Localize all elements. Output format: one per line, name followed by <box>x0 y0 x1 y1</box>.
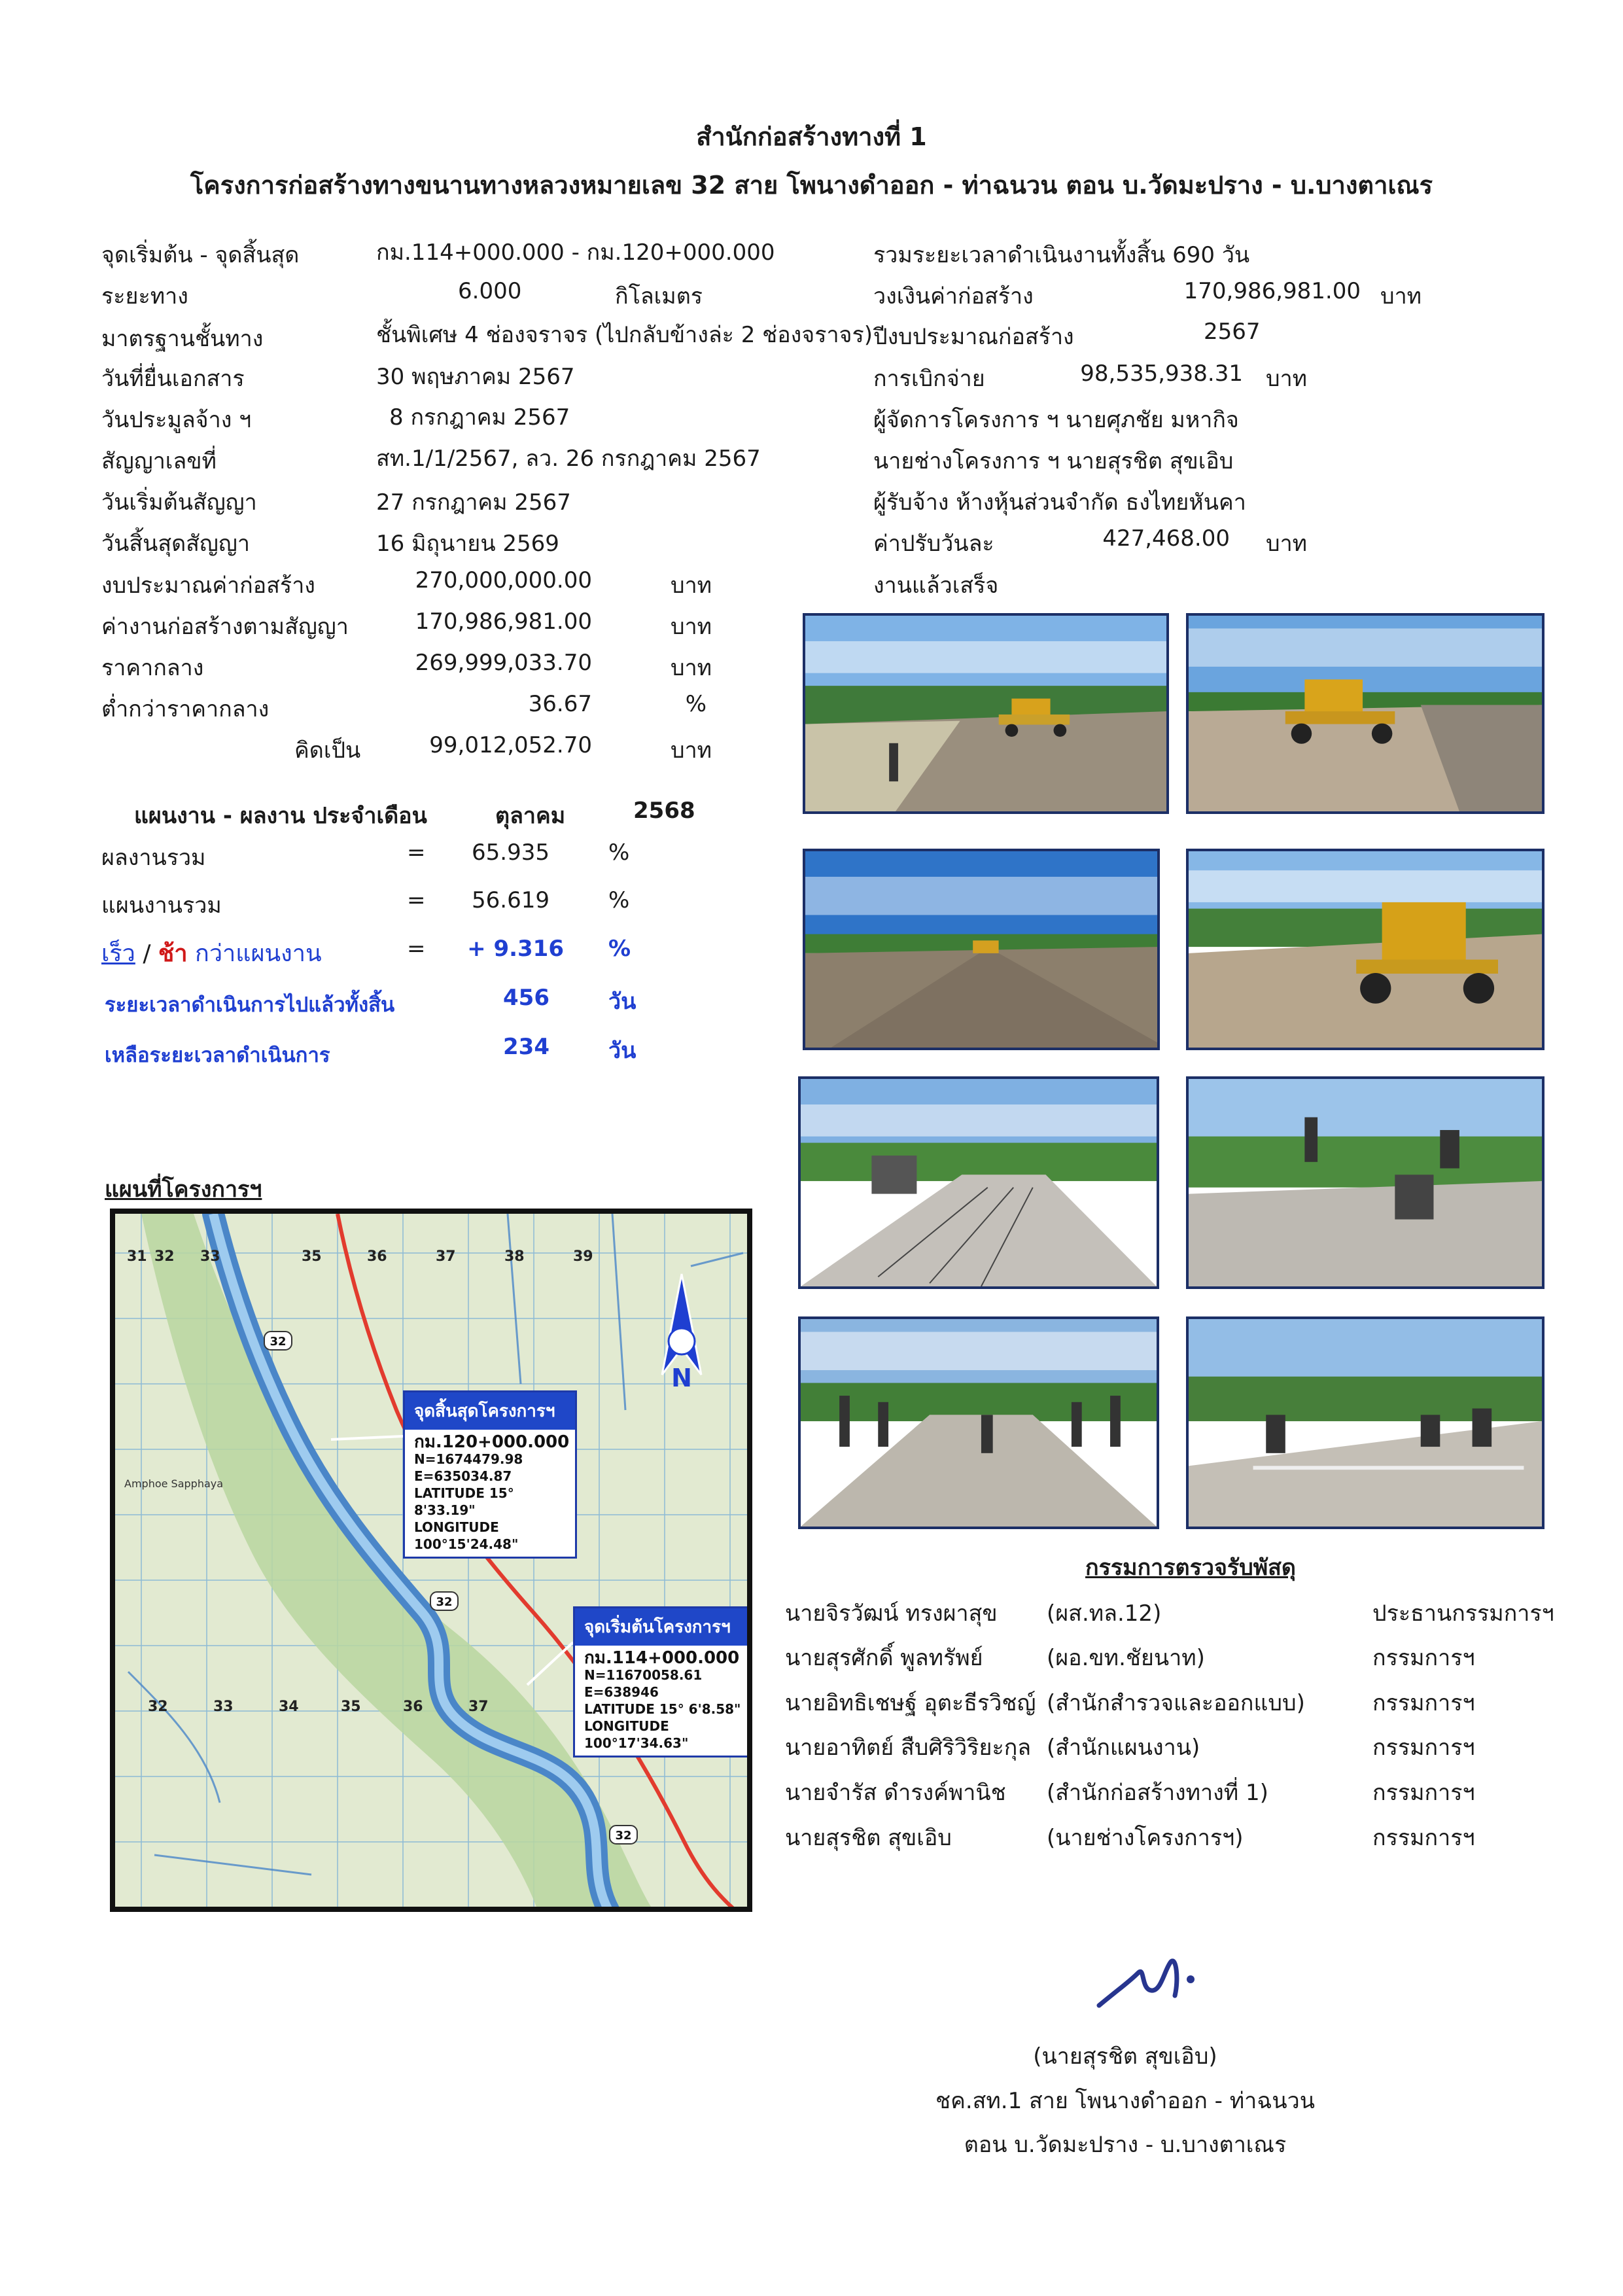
budget-unit-equals: บาท <box>671 737 712 764</box>
committee-role: กรรมการฯ <box>1372 1690 1475 1716</box>
info-value-distance: 6.000 <box>458 278 522 304</box>
end-point-km: กม.120+000.000 <box>414 1432 570 1452</box>
slash-text: / <box>143 940 151 967</box>
budget-unit-below-median: % <box>685 691 707 717</box>
start-point-km: กม.114+000.000 <box>584 1648 740 1668</box>
budget-label-equals: คิดเป็น <box>294 737 361 764</box>
committee-unit: (ผส.ทล.12) <box>1047 1600 1162 1627</box>
site-photo <box>798 1316 1159 1529</box>
project-title: โครงการก่อสร้างทางขนานทางหลวงหมายเลข 32 สาย โพนางดำออก - ท่าฉนวน ตอน บ.วัดมะปราง - บ.บางตาเณร <box>190 171 1433 200</box>
committee-name: นายอาทิตย์ สืบศิริวิริยะกุล <box>785 1735 1032 1761</box>
actual-progress-value: 65.935 <box>472 839 550 866</box>
info-value-standard: ชั้นพิเศษ 4 ช่องจราจร (ไปกลับข้างล่ะ 2 ช่องจราจร) <box>376 322 873 348</box>
remaining-unit: วัน <box>608 1038 637 1064</box>
elapsed-unit: วัน <box>608 989 637 1015</box>
svg-text:32: 32 <box>615 1829 632 1843</box>
progress-year: 2568 <box>633 798 695 824</box>
elapsed-label: ระยะเวลาดำเนินการไปแล้วทั้งสิ้น <box>105 993 395 1017</box>
info-label-contract-start: วันเริ่มต้นสัญญา <box>101 489 257 516</box>
info-value-submit-date: 30 พฤษภาคม 2567 <box>376 364 575 390</box>
budget-unit-contract: บาท <box>671 614 712 640</box>
committee-unit: (นายช่างโครงการฯ) <box>1047 1825 1244 1851</box>
signature-mark <box>1092 1943 1204 2015</box>
route-shield <box>430 1592 458 1610</box>
signature-position: ชค.สท.1 สาย โพนางดำออก - ท่าฉนวน <box>935 2088 1315 2114</box>
info-unit-distance: กิโลเมตร <box>615 283 703 309</box>
budget-unit-construction: บาท <box>671 573 712 599</box>
site-photo <box>1186 849 1544 1050</box>
info-label-standard: มาตรฐานชั้นทาง <box>101 326 264 352</box>
end-point-callout <box>403 1390 577 1559</box>
disbursement-unit: บาท <box>1266 366 1308 392</box>
budget-label-construction: งบประมาณค่าก่อสร้าง <box>101 573 315 599</box>
budget-value-below-median: 36.67 <box>528 691 592 717</box>
info-label-distance: ระยะทาง <box>101 283 188 309</box>
remaining-label: เหลือระยะเวลาดำเนินการ <box>105 1044 330 1067</box>
site-photo <box>798 1076 1159 1289</box>
map-heading: แผนที่โครงการฯ <box>105 1176 262 1203</box>
disbursement-label: การเบิกจ่าย <box>873 366 985 392</box>
site-photo <box>1186 1316 1544 1529</box>
diff-value: + 9.316 <box>467 936 564 962</box>
info-label-contract-no: สัญญาเลขที่ <box>101 448 217 474</box>
planned-progress-unit: % <box>608 887 630 913</box>
grid-label: 32 <box>154 1248 175 1265</box>
committee-name: นายสุรชิต สุขเอิบ <box>785 1825 952 1851</box>
fine-unit: บาท <box>1266 531 1308 557</box>
route-shield <box>610 1826 637 1844</box>
site-photo <box>1186 1076 1544 1289</box>
contractor: ผู้รับจ้าง ห้างหุ้นส่วนจำกัด ธงไทยหันคา <box>873 489 1246 516</box>
office-title: สำนักก่อสร้างทางที่ 1 <box>696 122 927 151</box>
svg-text:32: 32 <box>436 1595 453 1609</box>
start-point-callout <box>573 1606 752 1757</box>
grid-label: 32 <box>148 1699 168 1715</box>
committee-unit: (ผอ.ขท.ชัยนาท) <box>1047 1645 1205 1671</box>
map-place-label: Amphoe Sapphaya <box>124 1477 224 1490</box>
grid-label: 36 <box>367 1248 387 1265</box>
budget-label-below-median: ต่ำกว่าราคากลาง <box>101 696 270 722</box>
budget-label-median: ราคากลาง <box>101 655 204 681</box>
site-photo <box>803 849 1160 1050</box>
map-graphic <box>115 1214 752 1912</box>
end-point-e: E=635034.87 <box>414 1468 512 1484</box>
vs-plan-text: กว่าแผนงาน <box>195 940 322 967</box>
site-photo <box>803 613 1169 814</box>
fine-value: 427,468.00 <box>1102 525 1230 552</box>
planned-progress-eq: = <box>407 887 426 913</box>
planned-progress-value: 56.619 <box>472 887 550 913</box>
info-value-contract-start: 27 กรกฎาคม 2567 <box>376 489 571 516</box>
duration-total: รวมระยะเวลาดำเนินงานทั้งสิ้น 690 วัน <box>873 242 1250 268</box>
info-label-start-end: จุดเริ่มต้น - จุดสิ้นสุด <box>101 242 300 268</box>
start-point-e: E=638946 <box>584 1684 659 1700</box>
diff-unit: % <box>608 936 631 962</box>
committee-name: นายจำรัส ดำรงค์พานิช <box>785 1780 1006 1806</box>
info-label-bid-date: วันประมูลจ้าง ฯ <box>101 407 252 433</box>
committee-role: ประธานกรรมการฯ <box>1372 1600 1554 1627</box>
grid-label: 31 <box>127 1248 147 1265</box>
start-point-n: N=11670058.61 <box>584 1667 703 1683</box>
contract-amount-unit: บาท <box>1380 283 1422 309</box>
project-engineer: นายช่างโครงการ ฯ นายสุรชิต สุขเอิบ <box>873 448 1234 474</box>
budget-value-equals: 99,012,052.70 <box>429 732 592 758</box>
grid-label: 39 <box>573 1248 593 1265</box>
actual-progress-eq: = <box>407 839 426 866</box>
info-label-submit-date: วันที่ยื่นเอกสาร <box>101 366 245 392</box>
grid-label: 37 <box>468 1699 489 1715</box>
end-point-title: จุดสิ้นสุดโครงการฯ <box>405 1392 575 1430</box>
end-point-lon: LONGITUDE 100°15'24.48" <box>414 1519 519 1552</box>
grid-label: 33 <box>200 1248 220 1265</box>
diff-eq: = <box>407 936 426 962</box>
budget-unit-median: บาท <box>671 655 712 681</box>
info-value-bid-date: 8 กรกฎาคม 2567 <box>389 404 570 431</box>
committee-heading: กรรมการตรวจรับพัสดุ <box>1085 1555 1296 1581</box>
info-value-contract-no: สท.1/1/2567, ลว. 26 กรกฎาคม 2567 <box>376 446 761 472</box>
grid-label: 36 <box>403 1699 423 1715</box>
info-value-contract-end: 16 มิถุนายน 2569 <box>376 531 559 557</box>
contract-amount-label: วงเงินค่าก่อสร้าง <box>873 283 1034 309</box>
completion-status: งานแล้วเสร็จ <box>873 573 999 599</box>
remaining-value: 234 <box>503 1034 550 1060</box>
signature-section: ตอน บ.วัดมะปราง - บ.บางตาเณร <box>964 2132 1287 2158</box>
info-label-contract-end: วันสิ้นสุดสัญญา <box>101 531 250 557</box>
contract-amount-value: 170,986,981.00 <box>1183 278 1361 304</box>
svg-text:32: 32 <box>270 1335 287 1349</box>
committee-role: กรรมการฯ <box>1372 1735 1475 1761</box>
fiscal-year-label: ปีงบประมาณก่อสร้าง <box>873 324 1074 350</box>
svg-text:N: N <box>671 1364 692 1392</box>
start-point-title: จุดเริ่มต้นโครงการฯ <box>575 1608 752 1646</box>
grid-label: 35 <box>302 1248 322 1265</box>
committee-unit: (สำนักแผนงาน) <box>1047 1735 1200 1761</box>
progress-title: แผนงาน - ผลงาน ประจำเดือน <box>134 803 427 829</box>
end-point-lat: LATITUDE 15° 8'33.19" <box>414 1485 514 1518</box>
budget-label-contract: ค่างานก่อสร้างตามสัญญา <box>101 614 349 640</box>
start-point-lat: LATITUDE 15° 6'8.58" <box>584 1701 741 1717</box>
start-point-lon: LONGITUDE 100°17'34.63" <box>584 1718 689 1751</box>
budget-value-contract: 170,986,981.00 <box>415 609 592 635</box>
project-map <box>110 1209 752 1912</box>
committee-unit: (สำนักสำรวจและออกแบบ) <box>1047 1690 1305 1716</box>
committee-unit: (สำนักก่อสร้างทางที่ 1) <box>1047 1780 1268 1806</box>
planned-progress-label: แผนงานรวม <box>101 892 222 919</box>
info-value-start-end: กม.114+000.000 - กม.120+000.000 <box>376 239 775 266</box>
fiscal-year-value: 2567 <box>1204 319 1261 345</box>
committee-role: กรรมการฯ <box>1372 1645 1475 1671</box>
budget-value-median: 269,999,033.70 <box>415 650 592 676</box>
site-photo <box>1186 613 1544 814</box>
committee-name: นายอิทธิเชษฐ์ อุตะธีรวิชญ์ <box>785 1690 1036 1716</box>
signature-name: (นายสุรชิต สุขเอิบ) <box>1033 2043 1217 2070</box>
grid-label: 34 <box>279 1699 299 1715</box>
elapsed-value: 456 <box>503 985 550 1011</box>
committee-role: กรรมการฯ <box>1372 1780 1475 1806</box>
actual-progress-label: ผลงานรวม <box>101 845 206 871</box>
disbursement-value: 98,535,938.31 <box>1080 361 1243 387</box>
grid-label: 38 <box>504 1248 525 1265</box>
route-shield <box>264 1332 292 1350</box>
actual-progress-unit: % <box>608 839 630 866</box>
project-manager: ผู้จัดการโครงการ ฯ นายศุภชัย มหากิจ <box>873 407 1239 433</box>
grid-label: 35 <box>341 1699 361 1715</box>
fine-label: ค่าปรับวันละ <box>873 531 994 557</box>
behind-text: ช้า <box>158 940 188 967</box>
progress-month: ตุลาคม <box>495 803 566 829</box>
budget-value-construction: 270,000,000.00 <box>415 567 592 593</box>
committee-name: นายสุรศักดิ์ พูลทรัพย์ <box>785 1645 983 1671</box>
grid-label: 37 <box>436 1248 456 1265</box>
committee-name: นายจิรวัฒน์ ทรงผาสุข <box>785 1600 998 1627</box>
end-point-n: N=1674479.98 <box>414 1451 523 1467</box>
ahead-text: เร็ว <box>101 940 135 967</box>
committee-role: กรรมการฯ <box>1372 1825 1475 1851</box>
grid-label: 33 <box>213 1699 234 1715</box>
ahead-behind-label <box>101 934 322 972</box>
